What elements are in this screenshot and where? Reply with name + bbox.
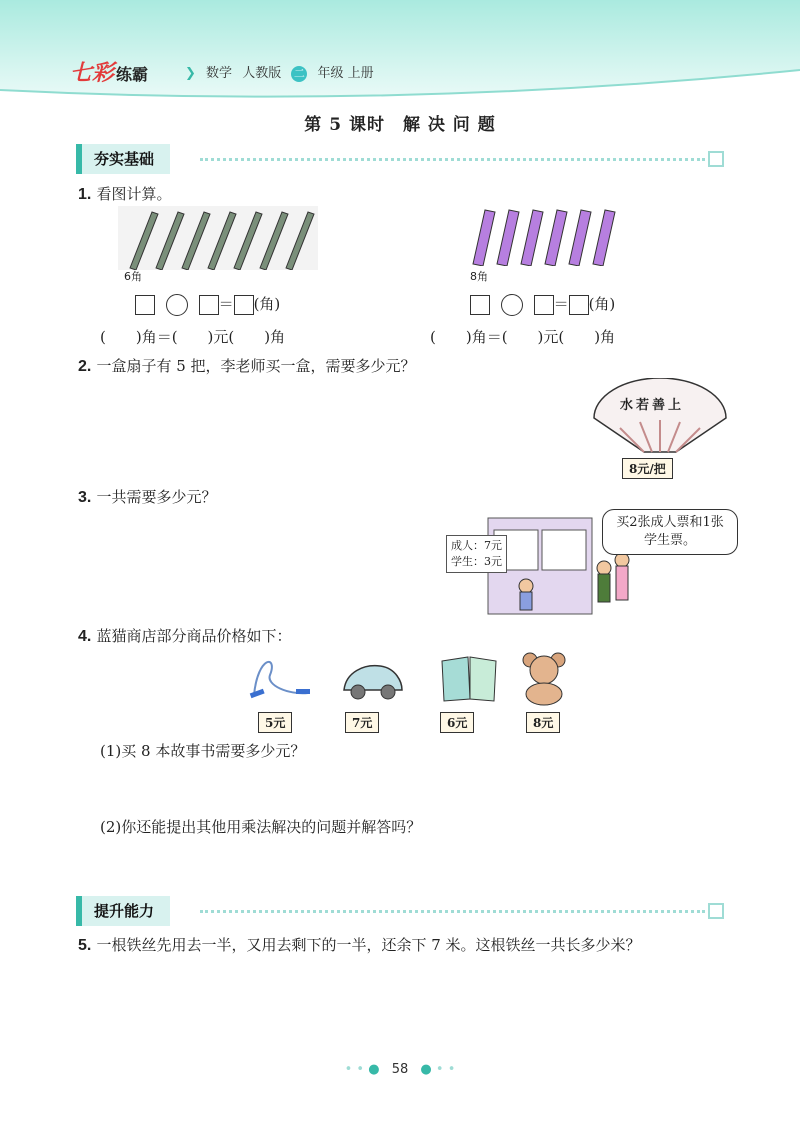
operator-circle[interactable]	[166, 294, 188, 316]
question-1	[78, 183, 171, 204]
price-tag-jump-rope: 5元	[258, 712, 292, 733]
section-divider	[200, 910, 705, 913]
left-equation: ＝ (角)	[135, 293, 280, 316]
page-footer: • • ● 58 ● • •	[344, 1062, 456, 1077]
question-5	[78, 934, 641, 955]
lesson-title: 第 5 课时 解 决 问 题	[304, 115, 496, 135]
brand-part1: 七彩	[70, 60, 115, 86]
subject-label: 数学	[206, 66, 233, 81]
adult-price: 成人：7元	[451, 539, 502, 552]
answer-box[interactable]	[199, 295, 219, 315]
answer-box[interactable]	[534, 295, 554, 315]
answer-box[interactable]	[569, 295, 589, 315]
fan-price-tag: 8元/把	[622, 458, 673, 479]
brand-part2: 练霸	[116, 65, 149, 84]
brand-logo	[70, 56, 148, 87]
section-advanced-tab: 提升能力	[76, 896, 170, 926]
storybook-icon	[440, 655, 498, 703]
question-text: 蓝猫商店部分商品价格如下：	[96, 627, 292, 645]
right-equation: ＝ (角)	[470, 293, 615, 316]
question-4	[78, 625, 291, 646]
teddy-bear-icon	[516, 650, 572, 706]
section-end-square	[708, 903, 724, 919]
toy-car-icon	[340, 658, 406, 704]
edition-label: 人教版	[242, 66, 282, 81]
question-number: 2.	[78, 358, 92, 375]
page-number: 58	[391, 1062, 409, 1077]
unit-label: (角)	[253, 295, 281, 313]
question-2	[78, 355, 416, 376]
question-number: 5.	[78, 937, 92, 954]
grade-label: 年级 上册	[317, 66, 374, 81]
right-conversion: ( )角＝( )元( )角	[430, 328, 616, 346]
section-basic-tab: 夯实基础	[76, 144, 170, 174]
pencil-price-caption: 6角	[124, 270, 142, 283]
ruler-price-caption: 8角	[470, 270, 488, 283]
question-4-part-1: (1)买 8 本故事书需要多少元？	[100, 742, 306, 760]
price-tag-teddy-bear: 8元	[526, 712, 560, 733]
rulers-illustration	[465, 208, 625, 266]
question-number: 1.	[78, 186, 92, 203]
pencils-illustration	[118, 206, 318, 270]
unit-label: (角)	[588, 295, 616, 313]
question-number: 3.	[78, 489, 92, 506]
header-band	[0, 0, 800, 110]
question-text: 看图计算。	[96, 185, 172, 203]
price-tag-storybook: 6元	[440, 712, 474, 733]
question-text: 一盒扇子有 5 把，李老师买一盒，需要多少元？	[96, 357, 416, 375]
section-end-square	[708, 151, 724, 167]
fan-calligraphy: 水若善上	[620, 398, 685, 413]
speech-bubble: 买2张成人票和1张学生票。	[602, 509, 738, 555]
fan-illustration	[590, 378, 730, 456]
grade-badge: 二	[291, 66, 307, 82]
question-text: 一根铁丝先用去一半，又用去剩下的一半，还余下 7 米。这根铁丝一共长多少米？	[96, 936, 641, 954]
question-text: 一共需要多少元？	[96, 488, 217, 506]
ticket-price-sign	[446, 535, 507, 573]
answer-box[interactable]	[470, 295, 490, 315]
question-3	[78, 486, 216, 507]
answer-box[interactable]	[135, 295, 155, 315]
answer-box[interactable]	[234, 295, 254, 315]
operator-circle[interactable]	[501, 294, 523, 316]
question-4-part-2: (2)你还能提出其他用乘法解决的问题并解答吗？	[100, 818, 422, 836]
jump-rope-icon	[248, 655, 314, 705]
section-divider	[200, 158, 705, 161]
price-tag-toy-car: 7元	[345, 712, 379, 733]
header-breadcrumb: ❯ 数学 人教版 二 年级 上册	[185, 66, 374, 81]
question-number: 4.	[78, 628, 92, 645]
student-price: 学生：3元	[451, 555, 502, 568]
left-conversion: ( )角＝( )元( )角	[100, 328, 286, 346]
